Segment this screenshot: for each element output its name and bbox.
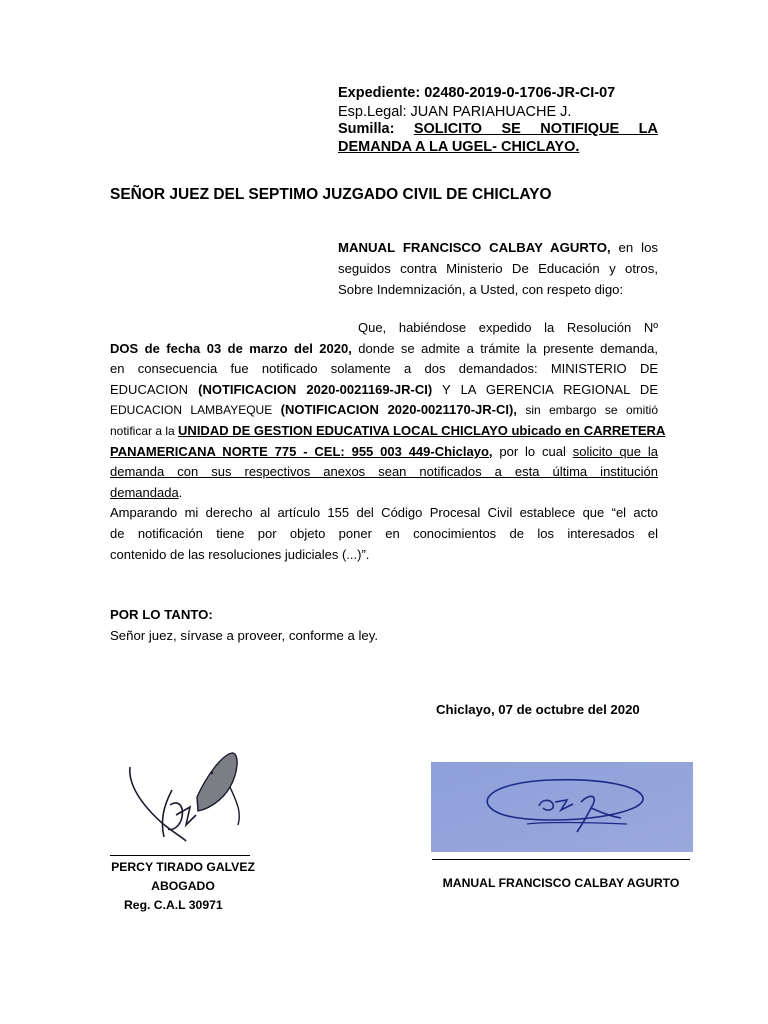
body-text: contenido de las resoluciones judiciales (...)”.: [110, 546, 370, 562]
resolution-ref: DOS de fecha 03 de marzo del 2020,: [110, 340, 352, 356]
body-text: .: [178, 484, 183, 500]
closing-block: [110, 604, 378, 646]
request-text: demandada: [110, 484, 179, 500]
body-text: donde se admite a trámite la presente demanda,: [351, 340, 658, 356]
body-text: Que, habiéndose expedido la Resolución Nº: [358, 320, 658, 335]
body-text: Amparando mi derecho al artículo 155 del Código Procesal Civil establece que “el acto: [110, 505, 658, 521]
document-date: Chiclayo, 07 de octubre del 2020: [436, 702, 640, 717]
body-text: de notificación tiene por objeto poner en conocimientos de los interesados el: [110, 525, 658, 541]
closing-request: Señor juez, sírvase a proveer, conforme a ley.: [110, 628, 379, 643]
plaintiff-signature: [431, 762, 693, 852]
body-text: por lo cual: [492, 443, 573, 459]
ugel-address: UNIDAD DE GESTION EDUCATIVA LOCAL CHICLAYO ubicado en CARRETERA: [178, 422, 666, 438]
plaintiff-signature-line: [432, 859, 690, 860]
lawyer-role: ABOGADO: [151, 879, 215, 893]
request-text: demanda con sus respectivos anexos sean notificados a esta última institución: [110, 464, 658, 480]
intro-text: en los: [610, 240, 658, 255]
plaintiff-signature-name: MANUAL FRANCISCO CALBAY AGURTO: [442, 876, 680, 890]
intro-text: seguidos contra Ministerio De Educación y otros,: [338, 261, 658, 276]
request-text: solicito que la: [572, 443, 658, 459]
case-number: Expediente: 02480-2019-0-1706-JR-CI-07: [338, 85, 616, 101]
sumilla-line-2: DEMANDA A LA UGEL- CHICLAYO.: [338, 139, 580, 155]
lawyer-signature-block: [108, 858, 258, 915]
por-lo-tanto: POR LO TANTO:: [110, 607, 213, 622]
ugel-address: PANAMERICANA NORTE 775 - CEL: 955 003 449-Chiclayo,: [110, 443, 493, 459]
intro-paragraph: [338, 237, 658, 300]
body-text: EDUCACION: [110, 381, 199, 397]
lawyer-name: PERCY TIRADO GALVEZ: [111, 860, 255, 874]
document-title: SEÑOR JUEZ DEL SEPTIMO JUZGADO CIVIL DE CHICLAYO: [110, 186, 552, 203]
legal-specialist: Esp.Legal: JUAN PARIAHUACHE J.: [338, 104, 572, 120]
notification-ref: (NOTIFICACION 2020-0021169-JR-CI): [198, 381, 433, 397]
body-text: sin embargo se omitió: [516, 403, 658, 418]
body-text: EDUCACION LAMBAYEQUE: [110, 403, 281, 418]
body-text: en consecuencia fue notificado solamente a dos demandados: MINISTERIO DE: [110, 361, 658, 377]
sumilla-label: Sumilla:: [338, 121, 395, 137]
notification-ref: (NOTIFICACION 2020-0021170-JR-CI),: [280, 402, 517, 418]
sumilla-text: SOLICITO SE NOTIFIQUE LA: [413, 121, 658, 137]
body-text: notificar a la: [110, 423, 179, 438]
sumilla-line-1: [338, 120, 658, 138]
plaintiff-name: MANUAL FRANCISCO CALBAY AGURTO,: [338, 240, 611, 255]
body-paragraph: [110, 318, 666, 565]
lawyer-registration: Reg. C.A.L 30971: [124, 898, 223, 912]
intro-text: Sobre Indemnización, a Usted, con respeto digo:: [338, 282, 624, 297]
lawyer-signature-line: [110, 855, 250, 856]
body-text: Y LA GERENCIA REGIONAL DE: [432, 381, 658, 397]
lawyer-signature: [112, 745, 282, 855]
